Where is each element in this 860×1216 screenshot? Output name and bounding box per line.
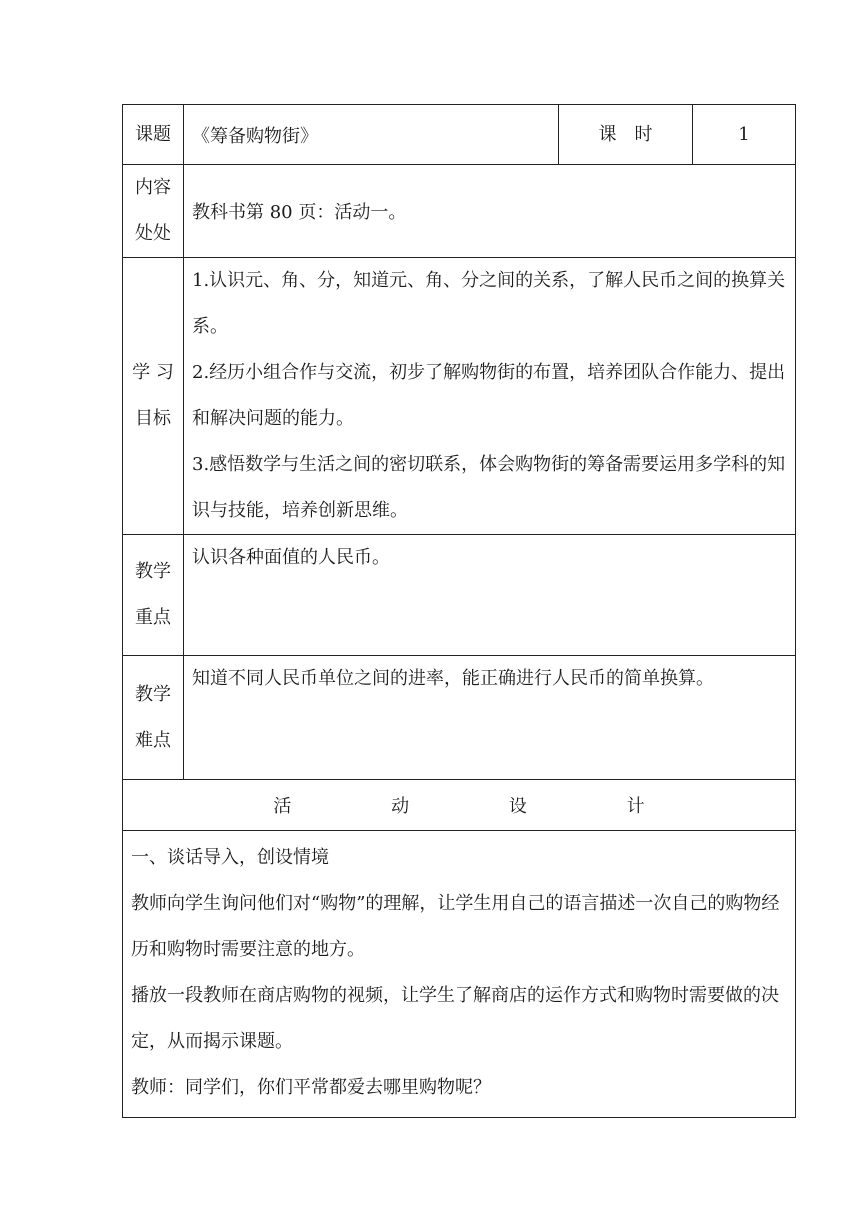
key-point-label xyxy=(123,535,184,656)
design-word-3: 设 xyxy=(508,796,527,817)
key-point-value xyxy=(184,535,796,656)
goals-label-line-2: 目标 xyxy=(135,408,171,429)
difficulty-label xyxy=(123,656,184,780)
design-word-4: 计 xyxy=(626,796,645,817)
period-value: 1 xyxy=(693,105,796,165)
goal-item-1: 1.认识元、角、分，知道元、角、分之间的关系，了解人民币之间的换算关系。 xyxy=(192,270,786,337)
goal-item-3: 3.感悟数学与生活之间的密切联系，体会购物街的筹备需要运用多学科的知识与技能，培养创新思维。 xyxy=(192,454,786,521)
activity-content xyxy=(123,831,796,1118)
goal-item-2: 2.经历小组合作与交流，初步了解购物街的布置，培养团队合作能力、提出和解决问题的能力。 xyxy=(192,362,786,429)
key-point-text: 认识各种面值的人民币。 xyxy=(192,547,390,568)
activity-design-header-row xyxy=(123,780,796,831)
goals-cell xyxy=(184,258,796,535)
goals-row xyxy=(123,258,796,535)
topic-row xyxy=(123,105,796,165)
difficulty-value xyxy=(184,656,796,780)
activity-design-header xyxy=(123,780,796,831)
goals-label-line-1: 学 习 xyxy=(132,362,174,383)
content-label xyxy=(123,165,184,258)
design-word-2: 动 xyxy=(391,796,410,817)
activity-paragraph-2: 教师向学生询问他们对“购物”的理解，让学生用自己的语言描述一次自己的购物经历和购物时需要注意的地方。 xyxy=(131,893,780,960)
activity-paragraph-1: 一、谈话导入，创设情境 xyxy=(131,847,329,868)
activity-row xyxy=(123,831,796,1118)
key-point-label-line-1: 教学 xyxy=(135,561,171,582)
goals-label xyxy=(123,258,184,535)
difficulty-label-line-1: 教学 xyxy=(135,683,171,705)
activity-paragraph-4: 教师：同学们，你们平常都爱去哪里购物呢？ xyxy=(131,1077,491,1098)
design-word-1: 活 xyxy=(273,796,292,817)
difficulty-row xyxy=(123,656,796,780)
content-value: 教科书第 80 页：活动一。 xyxy=(184,165,796,258)
content-label-line-1: 内容 xyxy=(135,177,171,198)
period-label: 课 时 xyxy=(559,105,693,165)
content-row xyxy=(123,165,796,258)
topic-value: 《筹备购物街》 xyxy=(184,105,559,165)
key-point-label-line-2: 重点 xyxy=(135,607,171,628)
activity-paragraph-3: 播放一段教师在商店购物的视频，让学生了解商店的运作方式和购物时需要做的决定，从而揭示课题。 xyxy=(131,985,779,1052)
lesson-plan-table xyxy=(122,104,796,1118)
difficulty-text: 知道不同人民币单位之间的进率，能正确进行人民币的简单换算。 xyxy=(192,668,714,689)
key-point-row xyxy=(123,535,796,656)
lesson-plan-page xyxy=(122,104,795,1118)
difficulty-label-line-2: 难点 xyxy=(135,729,171,751)
content-label-line-2: 处处 xyxy=(135,223,171,244)
topic-label: 课题 xyxy=(123,105,184,165)
